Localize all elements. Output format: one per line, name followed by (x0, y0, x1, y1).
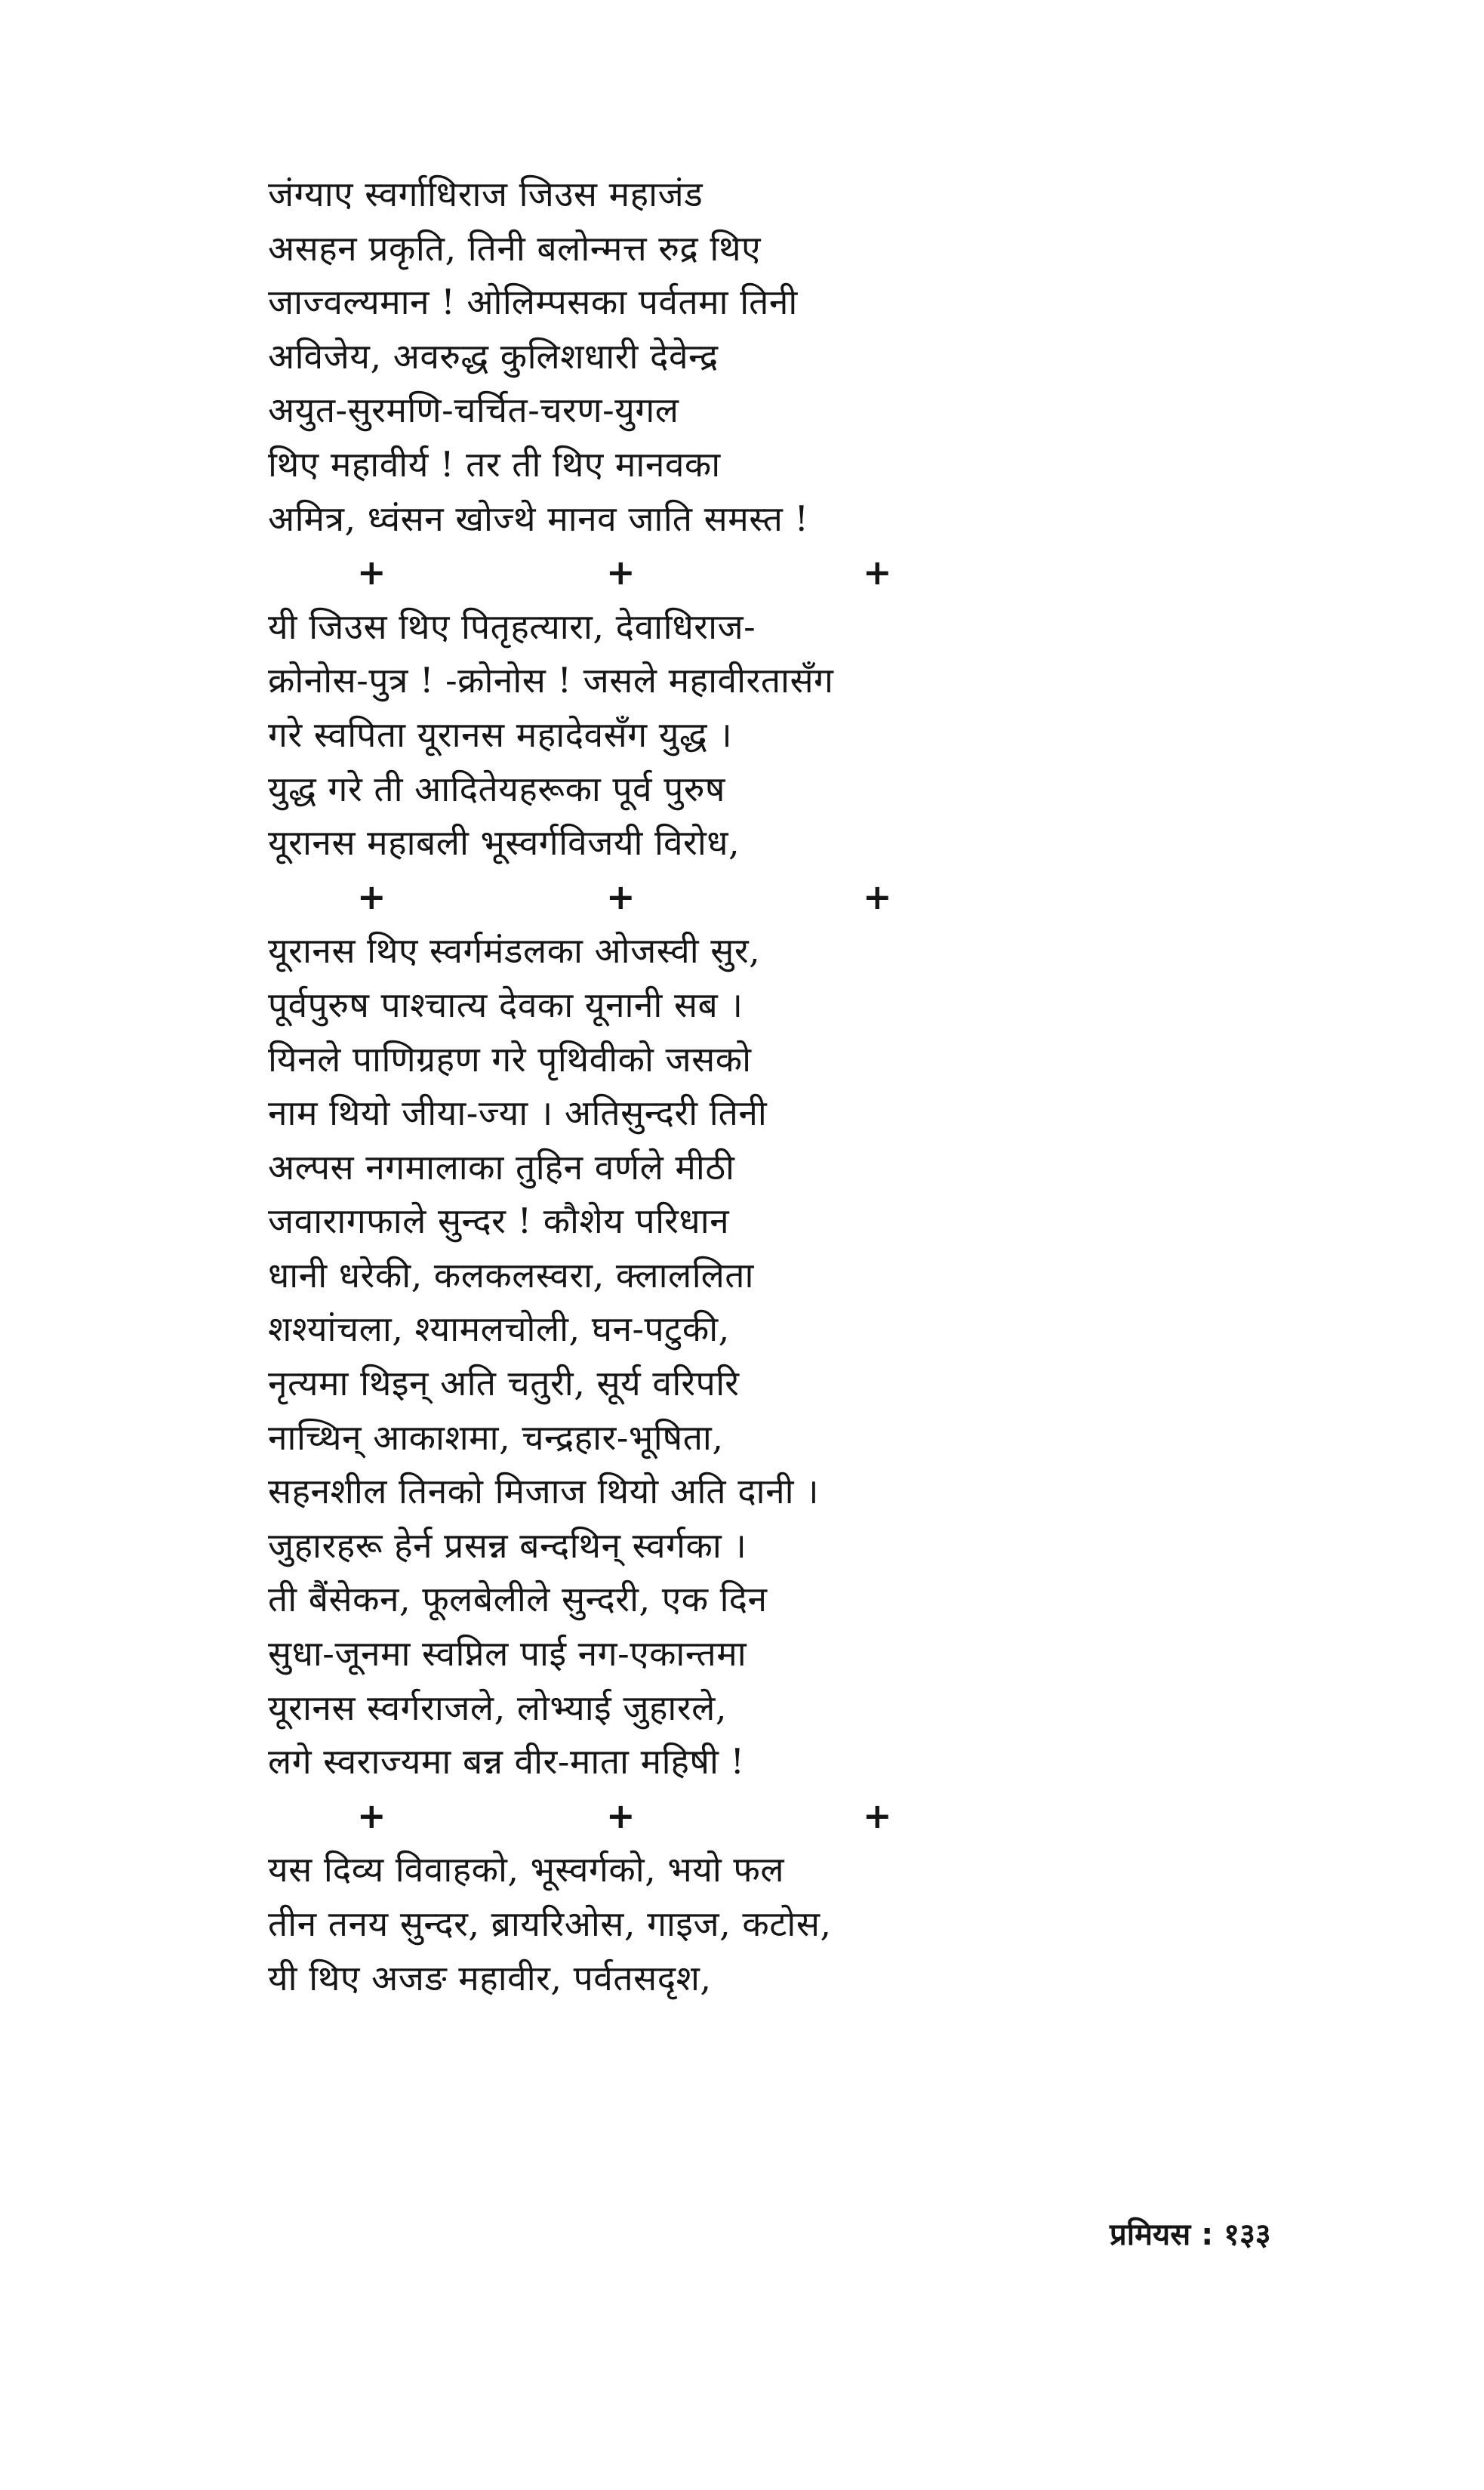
stanza-separator (268, 546, 1174, 600)
stanza (268, 600, 1174, 871)
verse-line: धानी धरेकी, कलकलस्वरा, क्लाललिता (268, 1254, 754, 1296)
verse-line: क्रोनोस-पुत्र ! -क्रोनोस ! जसले महावीरतासँग (268, 660, 834, 701)
separator-mark: + (357, 876, 386, 917)
verse-line: सहनशील तिनको मिजाज थियो अति दानी । (268, 1471, 820, 1512)
separator-mark: + (606, 552, 636, 593)
separator-mark: + (863, 876, 892, 917)
verse-line: अल्पस नगमालाका तुहिन वर्णले मीठी (268, 1146, 735, 1188)
stanza (268, 168, 1174, 546)
page-number: १३३ (1224, 2217, 1271, 2252)
poem-body (268, 168, 1174, 2005)
stanza-separator (268, 871, 1174, 925)
verse-line: शश्यांचला, श्यामलचोली, घन-पटुकी, (268, 1308, 730, 1350)
footer-separator: : (1201, 2217, 1214, 2252)
verse-line: यूरानस स्वर्गराजले, लोभ्याई जुहारले, (268, 1687, 727, 1728)
verse-line: नृत्यमा थिइन् अति चतुरी, सूर्य वरिपरि (268, 1363, 740, 1404)
verse-line: ती बैंसेकन, फूलबेलीले सुन्दरी, एक दिन (268, 1579, 768, 1620)
verse-line: असहन प्रकृति, तिनी बलोन्मत्त रुद्र थिए (268, 227, 762, 269)
verse-line: यूरानस महाबली भूस्वर्गविजयी विरोध, (268, 822, 740, 864)
verse-line: जुहारहरू हेर्न प्रसन्न बन्दथिन् स्वर्गका । (268, 1524, 747, 1566)
verse-line: लगे स्वराज्यमा बन्न वीर-माता महिषी ! (268, 1741, 745, 1783)
verse-line: जंग्याए स्वर्गाधिराज जिउस महाजंड (268, 174, 704, 214)
verse-line: तीन तनय सुन्दर, ब्रायरिओस, गाइज, कटोस, (268, 1903, 832, 1944)
verse-line: अविजेय, अवरुद्ध कुलिशधारी देवेन्द्र (268, 335, 719, 377)
separator-mark: + (357, 1795, 386, 1836)
stanza-separator (268, 1789, 1174, 1844)
verse-line: यूरानस थिए स्वर्गमंडलका ओजस्वी सुर, (268, 930, 761, 972)
verse-line: गरे स्वपिता यूरानस महादेवसँग युद्ध । (268, 713, 733, 755)
separator-mark: + (606, 876, 636, 917)
book-title: प्रमियस (1110, 2217, 1191, 2252)
separator-mark: + (863, 552, 892, 593)
separator-mark: + (863, 1795, 892, 1836)
verse-line: जाज्वल्यमान ! ओलिम्पसका पर्वतमा तिनी (268, 282, 798, 323)
verse-line: यी थिए अजङ महावीर, पर्वतसदृश, (268, 1957, 712, 1998)
stanza (268, 1843, 1174, 2005)
verse-line: पूर्वपुरुष पाश्चात्य देवका यूनानी सब । (268, 984, 744, 1025)
verse-line: अयुत-सुरमणि-चर्चित-चरण-युगल (268, 390, 679, 431)
separator-mark: + (357, 552, 386, 593)
page-footer (1110, 2212, 1271, 2257)
separator-mark: + (606, 1795, 636, 1836)
verse-line: जवारागफाले सुन्दर ! कौशेय परिधान (268, 1200, 730, 1242)
verse-line: थिए महावीर्य ! तर ती थिए मानवका (268, 443, 721, 485)
verse-line: सुधा-जूनमा स्वप्निल पाई नग-एकान्तमा (268, 1633, 747, 1675)
verse-line: युद्ध गरे ती आदितेयहरूका पूर्व पुरुष (268, 768, 725, 809)
verse-line: नाच्थिन् आकाशमा, चन्द्रहार-भूषिता, (268, 1416, 724, 1458)
verse-line: यस दिव्य विवाहको, भूस्वर्गको, भयो फल (268, 1849, 785, 1891)
stanza (268, 924, 1174, 1789)
verse-line: अमित्र, ध्वंसन खोज्थे मानव जाति समस्त ! (268, 498, 809, 539)
verse-line: यी जिउस थिए पितृहत्यारा, देवाधिराज- (268, 606, 756, 647)
verse-line: नाम थियो जीया-ज्या । अतिसुन्दरी तिनी (268, 1092, 768, 1134)
verse-line: यिनले पाणिग्रहण गरे पृथिवीको जसको (268, 1038, 752, 1080)
